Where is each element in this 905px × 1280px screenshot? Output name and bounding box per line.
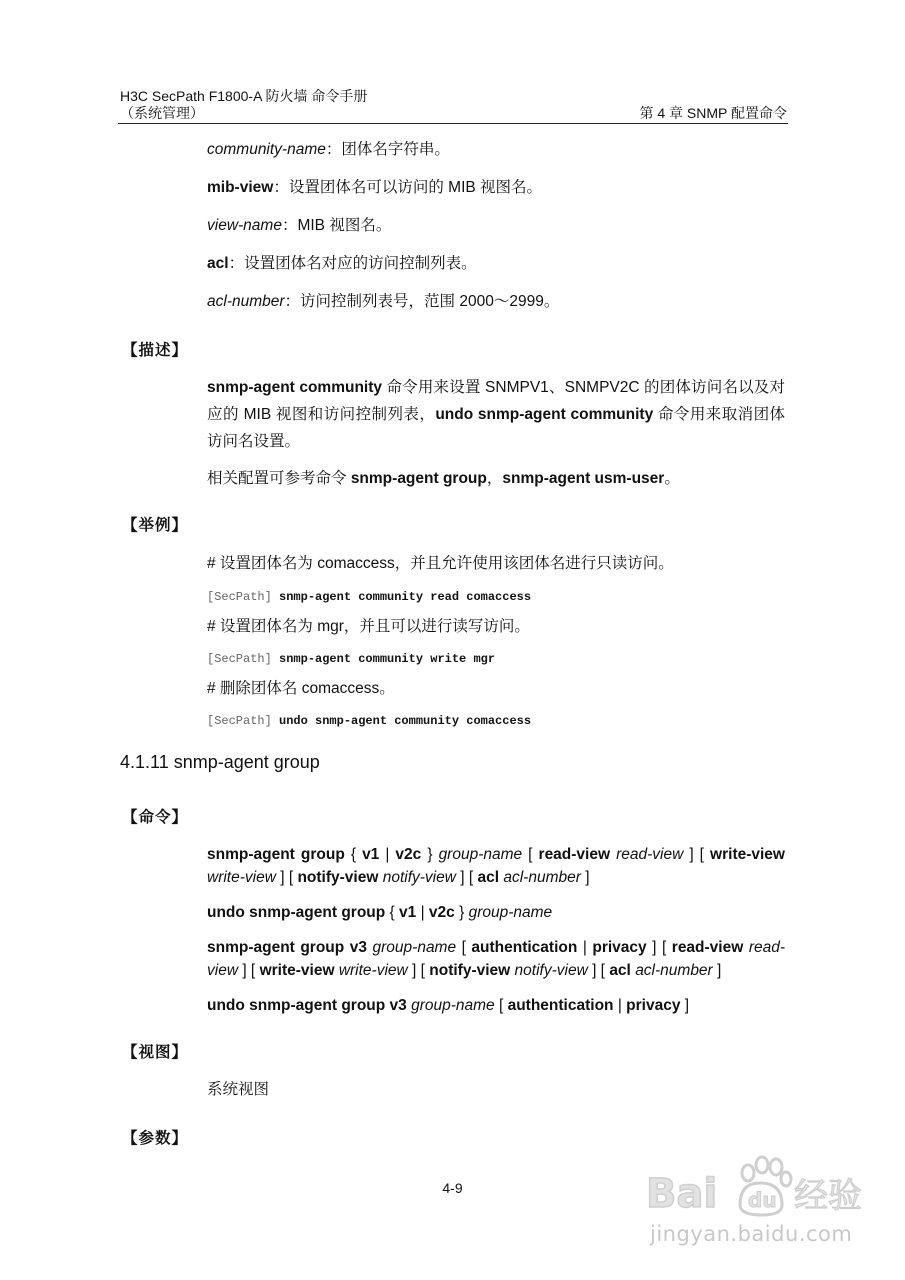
section-heading-example: 【举例】 xyxy=(122,517,189,534)
syntax-punctuation: | xyxy=(577,939,593,956)
command-syntax-line xyxy=(207,994,785,1017)
syntax-punctuation: | xyxy=(379,846,396,863)
view-text: 系统视图 xyxy=(207,1081,270,1098)
syntax-keyword: acl xyxy=(609,962,631,979)
describe-paragraph: snmp-agent community 命令用来设置 SNMPV1、SNMPV2C 的团体访问名以及对应的 MIB 视图和访问控制列表，undo snmp-agent community 命令用来取消团体访问名设置。 xyxy=(207,379,786,450)
syntax-keyword: undo snmp-agent group v3 xyxy=(207,997,407,1014)
syntax-punctuation: { xyxy=(344,846,363,863)
syntax-keyword: authentication xyxy=(471,939,578,956)
section-heading-view: 【视图】 xyxy=(122,1044,189,1061)
syntax-argument: group-name xyxy=(468,904,553,921)
syntax-argument: notify-view xyxy=(514,962,588,979)
syntax-keyword: v2c xyxy=(428,904,455,921)
svg-text:du: du xyxy=(748,1188,777,1212)
syntax-keyword: v1 xyxy=(399,904,417,921)
syntax-punctuation: | xyxy=(613,997,627,1014)
syntax-punctuation: ] [ xyxy=(275,869,298,886)
section-heading-describe: 【描述】 xyxy=(122,342,189,359)
syntax-argument: group-name xyxy=(438,846,523,863)
syntax-keyword: read-view xyxy=(538,846,611,863)
subsection-title: 4.1.11 snmp-agent group xyxy=(120,752,320,772)
example-comment: # 删除团体名 comaccess。 xyxy=(207,680,395,697)
header-title: H3C SecPath F1800-A 防火墙 命令手册 xyxy=(120,88,368,104)
syntax-keyword: snmp-agent group xyxy=(207,846,345,863)
example-code: [SecPath] snmp-agent community write mgr xyxy=(207,652,496,666)
syntax-punctuation: ] xyxy=(680,997,690,1014)
header-chapter: 第 4 章 SNMP 配置命令 xyxy=(639,105,787,121)
param-mib-view: mib-view：设置团体名可以访问的 MIB 视图名。 xyxy=(207,179,543,196)
page-number: 4-9 xyxy=(442,1180,463,1196)
syntax-punctuation: ] [ xyxy=(238,962,260,979)
syntax-argument: acl-number xyxy=(503,869,581,886)
param-community-name: community-name：团体名字符串。 xyxy=(207,141,450,158)
svg-text:经验: 经验 xyxy=(794,1176,862,1216)
syntax-keyword: v2c xyxy=(395,846,422,863)
command-syntax-line xyxy=(207,936,785,982)
syntax-keyword: acl xyxy=(477,869,500,886)
param-acl: acl：设置团体名对应的访问控制列表。 xyxy=(207,255,477,272)
syntax-keyword: privacy xyxy=(592,939,647,956)
syntax-punctuation: | xyxy=(416,904,429,921)
syntax-keyword: snmp-agent group v3 xyxy=(207,939,367,956)
syntax-punctuation: ] [ xyxy=(646,939,672,956)
example-comment: # 设置团体名为 mgr，并且可以进行读写访问。 xyxy=(207,618,530,635)
section-heading-params: 【参数】 xyxy=(122,1130,189,1147)
param-view-name: view-name：MIB 视图名。 xyxy=(207,217,392,234)
syntax-punctuation: } xyxy=(421,846,439,863)
param-acl-number: acl-number：访问控制列表号，范围 2000～2999。 xyxy=(207,293,560,310)
syntax-punctuation: ] [ xyxy=(587,962,610,979)
watermark-url: jingyan.baidu.com xyxy=(650,1222,853,1246)
syntax-argument: acl-number xyxy=(635,962,713,979)
syntax-argument: write-view xyxy=(207,869,276,886)
syntax-argument: write-view xyxy=(338,962,408,979)
syntax-keyword: notify-view xyxy=(429,962,511,979)
command-syntax-line xyxy=(207,901,785,924)
syntax-punctuation: ] xyxy=(580,869,590,886)
example-code: [SecPath] snmp-agent community read comaccess xyxy=(207,590,532,604)
syntax-argument: group-name xyxy=(372,939,457,956)
syntax-punctuation: ] [ xyxy=(455,869,478,886)
syntax-punctuation: } xyxy=(454,904,469,921)
syntax-punctuation: { xyxy=(385,904,400,921)
example-comment: # 设置团体名为 comaccess，并且允许使用该团体名进行只读访问。 xyxy=(207,555,674,572)
section-heading-command: 【命令】 xyxy=(122,809,189,826)
syntax-keyword: undo snmp-agent group xyxy=(207,904,386,921)
header-subtitle: （系统管理） xyxy=(120,105,204,121)
syntax-punctuation: ] xyxy=(712,962,722,979)
syntax-keyword: notify-view xyxy=(297,869,379,886)
syntax-argument: group-name xyxy=(411,997,495,1014)
syntax-keyword: write-view xyxy=(259,962,335,979)
describe-related: 相关配置可参考命令 snmp-agent group，snmp-agent usm-user。 xyxy=(207,470,680,487)
syntax-punctuation: ] [ xyxy=(407,962,430,979)
syntax-keyword: privacy xyxy=(626,997,681,1014)
syntax-argument: read-view xyxy=(207,939,785,979)
syntax-punctuation: [ xyxy=(456,939,472,956)
syntax-keyword: read-view xyxy=(671,939,744,956)
example-code: [SecPath] undo snmp-agent community comaccess xyxy=(207,714,532,728)
syntax-argument: notify-view xyxy=(382,869,456,886)
syntax-argument: read-view xyxy=(616,846,684,863)
syntax-keyword: v1 xyxy=(362,846,380,863)
syntax-keyword: authentication xyxy=(507,997,614,1014)
svg-text:Bai: Bai xyxy=(646,1171,718,1217)
syntax-punctuation: [ xyxy=(522,846,539,863)
header-rule xyxy=(118,123,788,124)
syntax-punctuation: ] [ xyxy=(683,846,711,863)
syntax-keyword: write-view xyxy=(710,846,785,863)
command-syntax-line xyxy=(207,843,785,889)
syntax-punctuation: [ xyxy=(494,997,508,1014)
